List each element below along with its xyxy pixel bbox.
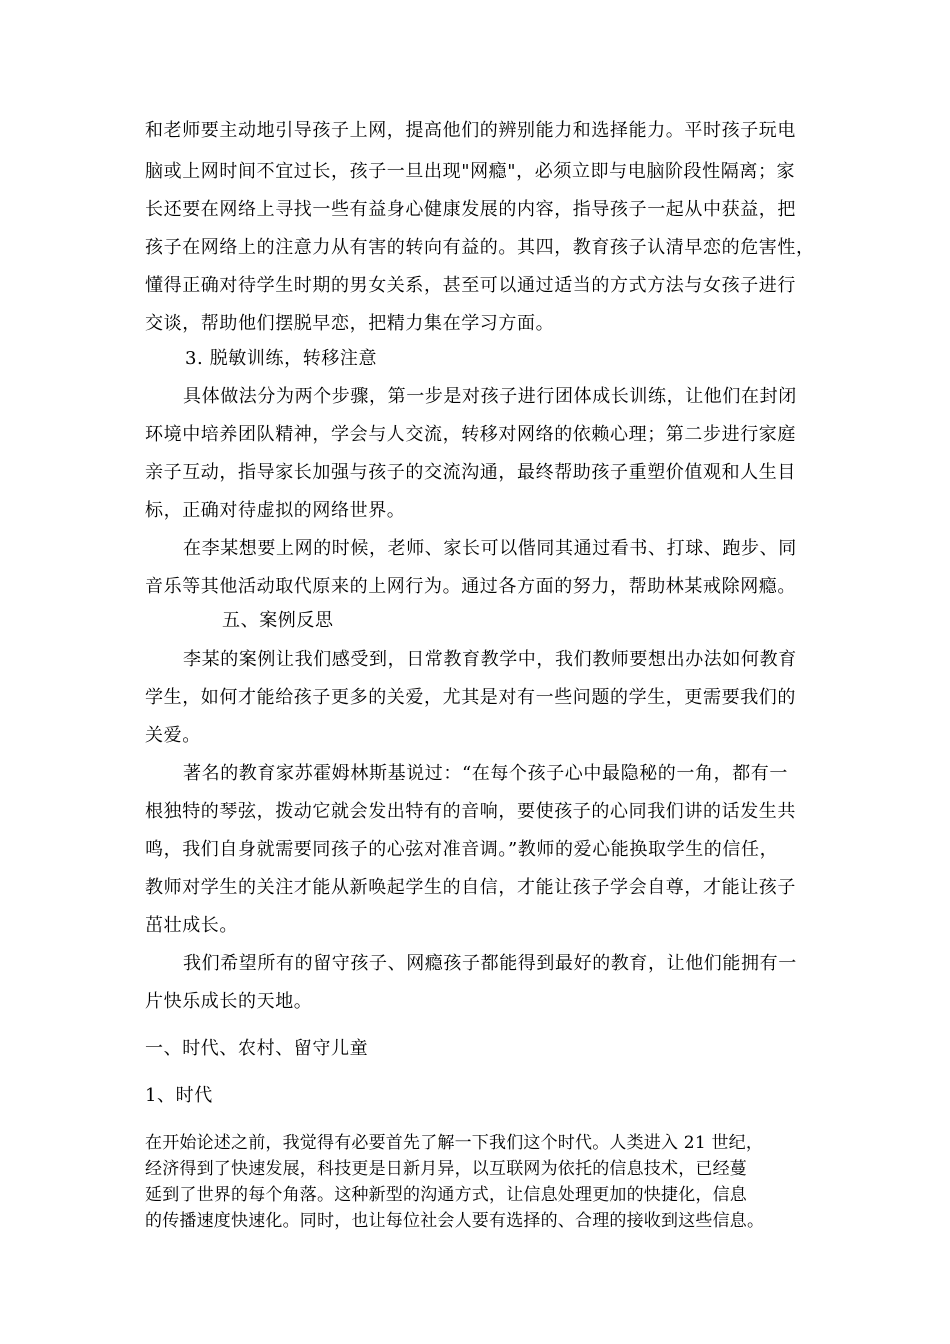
paragraph-line: 教师对学生的关注才能从新唤起学生的自信，才能让孩子学会自尊，才能让孩子: [145, 877, 796, 898]
paragraph-line: 鸣，我们自身就需要同孩子的心弦对准音调。”教师的爱心能换取学生的信任，: [145, 839, 779, 860]
paragraph-line: 关爱。: [145, 725, 201, 746]
paragraph-line: 的传播速度快速化。同时，也让每位社会人要有选择的、合理的接收到这些信息。: [145, 1211, 765, 1231]
section-heading: 一、时代、农村、留守儿童: [145, 1038, 369, 1059]
paragraph-line: 经济得到了快速发展，科技更是日新月异，以互联网为依托的信息技术，已经蔓: [145, 1159, 747, 1179]
paragraph-line: 环境中培养团队精神，学会与人交流，转移对网络的依赖心理；第二步进行家庭: [145, 424, 796, 445]
paragraph-line: 在李某想要上网的时候，老师、家长可以偕同其通过看书、打球、跑步、同: [183, 538, 797, 559]
paragraph-line: 亲子互动，指导家长加强与孩子的交流沟通，最终帮助孩子重塑价值观和人生目: [145, 462, 796, 483]
paragraph-line: 孩子在网络上的注意力从有害的转向有益的。其四，教育孩子认清早恋的危害性，: [145, 237, 815, 258]
paragraph-line: 脑或上网时间不宜过长，孩子一旦出现"网瘾"，必须立即与电脑阶段性隔离；家: [145, 161, 796, 182]
paragraph-line: 在开始论述之前，我觉得有必要首先了解一下我们这个时代。人类进入 21 世纪，: [145, 1133, 764, 1153]
paragraph-line: 茁壮成长。: [145, 915, 238, 936]
paragraph-line: 李某的案例让我们感受到，日常教育教学中，我们教师要想出办法如何教育: [183, 649, 797, 670]
paragraph-line: 根独特的琴弦，拨动它就会发出特有的音响，要使孩子的心同我们讲的话发生共: [145, 801, 796, 822]
paragraph-line: 著名的教育家苏霍姆林斯基说过：“在每个孩子心中最隐秘的一角，都有一: [183, 763, 788, 784]
paragraph-line: 延到了世界的每个角落。这种新型的沟通方式，让信息处理更加的快捷化，信息: [145, 1185, 747, 1205]
paragraph-line: 我们希望所有的留守孩子、网瘾孩子都能得到最好的教育，让他们能拥有一: [183, 953, 797, 974]
paragraph-line: 具体做法分为两个步骤，第一步是对孩子进行团体成长训练，让他们在封闭: [183, 386, 797, 407]
paragraph-line: 交谈，帮助他们摆脱早恋，把精力集在学习方面。: [145, 313, 555, 334]
paragraph-line: 学生，如何才能给孩子更多的关爱，尤其是对有一些问题的学生，更需要我们的: [145, 687, 796, 708]
paragraph-line: 和老师要主动地引导孩子上网，提高他们的辨别能力和选择能力。平时孩子玩电: [145, 120, 796, 141]
paragraph-line: 懂得正确对待学生时期的男女关系，甚至可以通过适当的方式方法与女孩子进行: [145, 275, 796, 296]
paragraph-line: 标，正确对待虚拟的网络世界。: [145, 500, 406, 521]
section-heading: 五、案例反思: [222, 610, 334, 631]
subsection-heading: 1、时代: [145, 1085, 213, 1106]
paragraph-line: 音乐等其他活动取代原来的上网行为。通过各方面的努力，帮助林某戒除网瘾。: [145, 576, 796, 597]
paragraph-line: 片快乐成长的天地。: [145, 991, 313, 1012]
section-heading: 3. 脱敏训练，转移注意: [185, 348, 378, 369]
paragraph-line: 长还要在网络上寻找一些有益身心健康发展的内容，指导孩子一起从中获益，把: [145, 199, 796, 220]
